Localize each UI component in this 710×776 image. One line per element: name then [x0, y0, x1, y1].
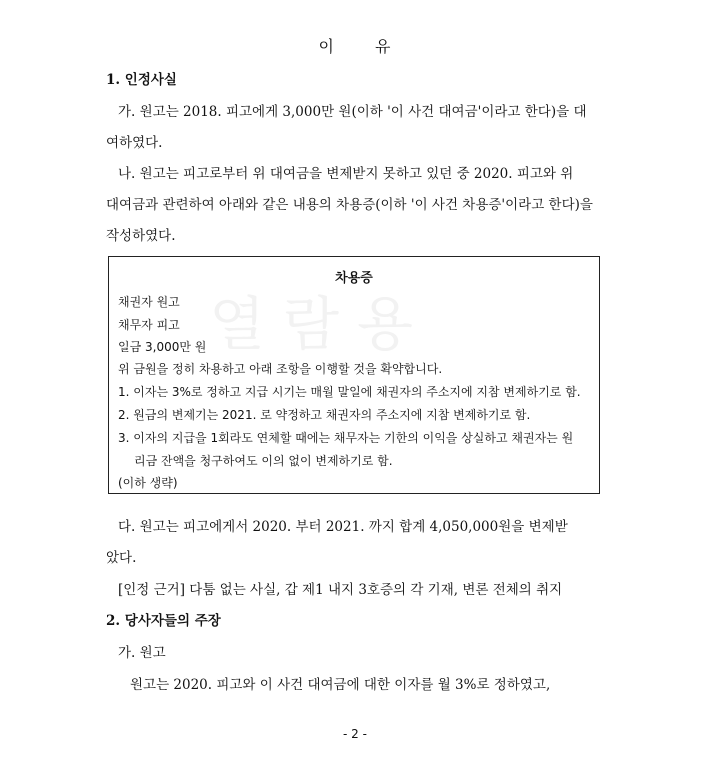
box-line: 2. 원금의 변제기는 2021. 로 약정하고 채권자의 주소지에 지참 변제하기로 함.: [118, 408, 531, 422]
box-line: 리금 잔액을 청구하여도 이의 없이 변제하기로 함.: [134, 454, 393, 468]
page-number: - 2 -: [343, 727, 367, 741]
paragraph-c-line2: 았다.: [106, 550, 137, 566]
paragraph-b-line3: 작성하였다.: [106, 228, 176, 244]
box-line: 위 금원을 정히 차용하고 아래 조항을 이행할 것을 확약합니다.: [118, 362, 443, 376]
paragraph-b-line1: 나. 원고는 피고로부터 위 대여금을 변제받지 못하고 있던 중 2020. 피고와 위: [118, 166, 574, 182]
title-left-char: 이: [318, 37, 335, 56]
document-title: [0, 34, 710, 57]
section2-heading: 2. 당사자들의 주장: [106, 613, 221, 629]
loan-certificate-title: 차용증: [335, 271, 373, 286]
section2-sub-plaintiff: 가. 원고: [118, 645, 166, 661]
box-line: 일금 3,000만 원: [118, 340, 207, 354]
paragraph-a-line1: 가. 원고는 2018. 피고에게 3,000만 원(이하 '이 사건 대여금'이라고 한다)을 대: [118, 104, 587, 120]
section1-heading: 1. 인정사실: [106, 72, 177, 88]
box-line: (이하 생략): [118, 476, 178, 490]
box-line: 채무자 피고: [118, 318, 180, 332]
paragraph-b-line2: 대여금과 관련하여 아래와 같은 내용의 차용증(이하 '이 사건 차용증'이라고 한다)을: [106, 197, 593, 213]
watermark-text: 열람용: [209, 290, 432, 358]
box-line: 채권자 원고: [118, 295, 180, 309]
box-line: 1. 이자는 3%로 정하고 지급 시기는 매월 말일에 채권자의 주소지에 지참 변제하기로 함.: [118, 385, 581, 399]
box-line: 3. 이자의 지급을 1회라도 연체할 때에는 채무자는 기한의 이익을 상실하고 채권자는 원: [118, 431, 574, 445]
evidence-basis: [인정 근거] 다툼 없는 사실, 갑 제1 내지 3호증의 각 기재, 변론 전체의 취지: [118, 582, 563, 598]
section2-line1: 원고는 2020. 피고와 이 사건 대여금에 대한 이자를 월 3%로 정하였고,: [130, 677, 551, 693]
title-right-char: 유: [375, 37, 392, 56]
loan-certificate-box: [108, 256, 600, 494]
paragraph-c-line1: 다. 원고는 피고에게서 2020. 부터 2021. 까지 합계 4,050,000원을 변제받: [118, 519, 568, 535]
paragraph-a-line2: 여하였다.: [106, 135, 163, 151]
